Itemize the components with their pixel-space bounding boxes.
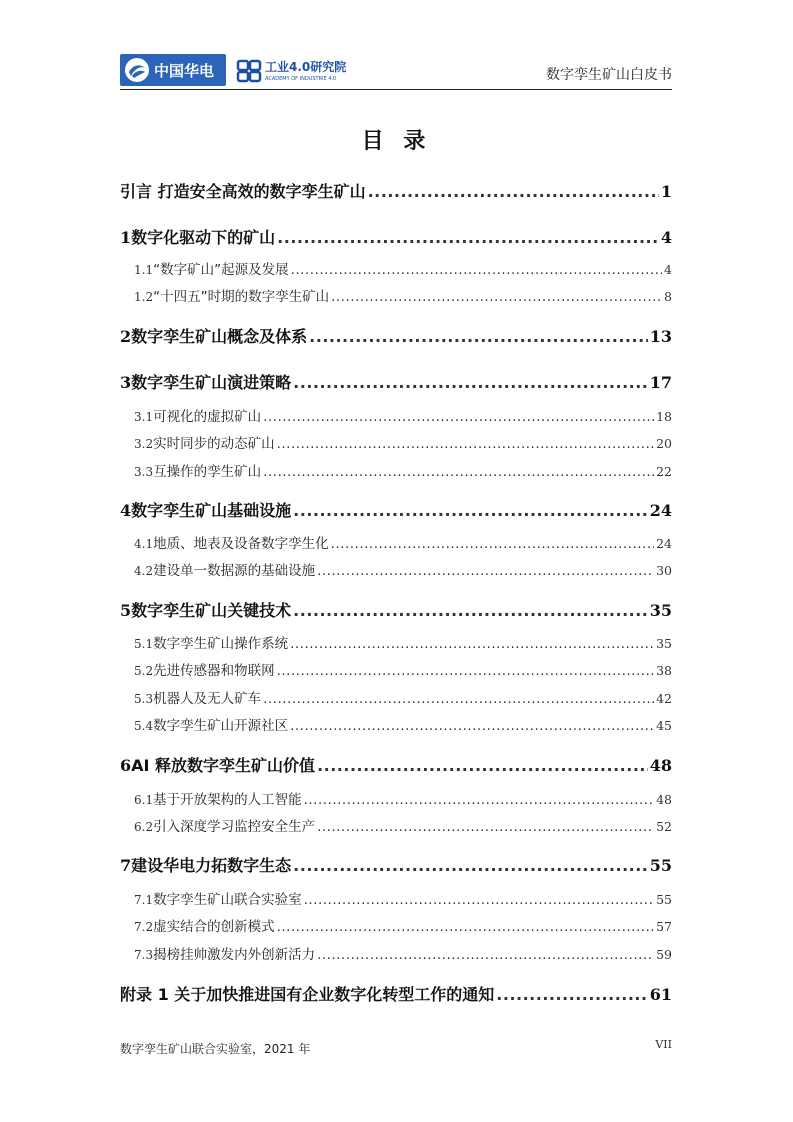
toc-leader-dots — [304, 788, 655, 812]
footer-credit: 数字孪生矿山联合实验室，2021 年 — [120, 1042, 311, 1056]
toc-leader-dots — [290, 714, 654, 738]
toc-leader-dots — [496, 981, 647, 1009]
toc-entry-number: 4.2 — [134, 564, 154, 578]
toc-leader-dots — [291, 258, 662, 282]
toc-entry-label: 机器人及无人矿车 — [153, 691, 262, 707]
toc-entry-number: 1.1 — [134, 263, 154, 277]
toc-entry-section-5-3[interactable] — [120, 687, 672, 711]
toc-leader-dots — [293, 497, 648, 525]
huadian-logo-icon — [123, 56, 151, 84]
toc-entry-label: 实时同步的动态矿山 — [153, 436, 275, 452]
toc-entry-number: 5 — [120, 601, 132, 620]
toc-entry-page: 57 — [656, 919, 672, 934]
toc-leader-dots — [290, 632, 654, 656]
toc-entry-number: 6.1 — [134, 793, 154, 807]
toc-entry-label: 数字孪生矿山联合实验室 — [153, 892, 302, 908]
toc-leader-dots — [277, 432, 655, 456]
toc-entry-label: 数字孪生矿山基础设施 — [131, 501, 292, 520]
toc-entry-page: 13 — [649, 327, 672, 346]
toc-entry-section-7-2[interactable] — [120, 915, 672, 939]
toc-entry-label: 附录 1 关于加快推进国有企业数字化转型工作的通知 — [120, 985, 495, 1004]
toc-leader-dots — [331, 285, 662, 309]
toc-entry-intro[interactable] — [120, 178, 672, 206]
toc-entry-number: 4 — [120, 501, 132, 520]
toc-entry-page: 30 — [656, 563, 672, 578]
toc-entry-label: 互操作的孪生矿山 — [153, 464, 262, 480]
toc-entry-number: 7 — [120, 856, 132, 875]
academy-logo — [236, 56, 346, 86]
toc-entry-number: 5.4 — [134, 719, 154, 733]
document-title: 数字孪生矿山白皮书 — [546, 67, 672, 83]
toc-entry-page: 24 — [656, 536, 672, 551]
toc-entry-section-5-2[interactable] — [120, 659, 672, 683]
toc-leader-dots — [293, 597, 648, 625]
toc-entry-section-4-1[interactable] — [120, 532, 672, 556]
toc-entry-page: 59 — [656, 947, 672, 962]
toc-entry-number: 1.2 — [134, 290, 154, 304]
page-header — [120, 52, 672, 90]
toc-entry-chapter-1[interactable] — [120, 224, 672, 252]
header-rule — [120, 89, 672, 90]
toc-entry-chapter-3[interactable] — [120, 369, 672, 397]
toc-entry-section-6-1[interactable] — [120, 788, 672, 812]
toc-entry-section-1-1[interactable] — [120, 258, 672, 282]
toc-entry-label: 建设单一数据源的基础设施 — [153, 563, 316, 579]
toc-entry-number: 5.2 — [134, 664, 154, 678]
toc-entry-number: 6.2 — [134, 820, 154, 834]
toc-entry-page: 4 — [664, 262, 672, 277]
toc-entry-label: 数字化驱动下的矿山 — [131, 228, 276, 247]
toc-entry-number: 3.2 — [134, 437, 154, 451]
toc-entry-page: 35 — [656, 636, 672, 651]
toc-entry-number: 3.3 — [134, 465, 154, 479]
toc-entry-label: 数字孪生矿山演进策略 — [131, 373, 292, 392]
toc-entry-section-3-1[interactable] — [120, 405, 672, 429]
toc-entry-page: 48 — [656, 792, 672, 807]
toc-entry-section-3-3[interactable] — [120, 460, 672, 484]
toc-entry-label: 地质、地表及设备数字孪生化 — [153, 536, 329, 552]
toc-entry-chapter-7[interactable] — [120, 852, 672, 880]
toc-entry-chapter-4[interactable] — [120, 497, 672, 525]
toc-entry-section-3-2[interactable] — [120, 432, 672, 456]
toc-entry-number: 7.2 — [134, 920, 154, 934]
toc-entry-label: 数字孪生矿山概念及体系 — [131, 327, 308, 346]
toc-entry-page: 24 — [649, 501, 672, 520]
toc-entry-page: 8 — [664, 289, 672, 304]
toc-entry-label: AI 释放数字孪生矿山价值 — [131, 756, 316, 775]
toc-leader-dots — [317, 815, 654, 839]
toc-leader-dots — [293, 369, 648, 397]
toc-entry-number: 3.1 — [134, 410, 154, 424]
toc-entry-label: “十四五”时期的数字孪生矿山 — [153, 289, 330, 305]
toc-leader-dots — [263, 405, 654, 429]
toc-entry-page: 18 — [656, 409, 672, 424]
toc-entry-page: 55 — [649, 856, 672, 875]
toc-entry-number: 5.1 — [134, 637, 154, 651]
toc-leader-dots — [277, 224, 659, 252]
toc-entry-section-1-2[interactable] — [120, 285, 672, 309]
toc-entry-number: 7.3 — [134, 948, 154, 962]
toc-entry-page: 38 — [656, 663, 672, 678]
toc-entry-number: 2 — [120, 327, 132, 346]
toc-leader-dots — [293, 852, 648, 880]
toc-entry-page: 48 — [649, 756, 672, 775]
toc-entry-label: 揭榜挂帅激发内外创新活力 — [153, 947, 316, 963]
toc-entry-label: 数字孪生矿山开源社区 — [153, 718, 289, 734]
toc-entry-label: 数字孪生矿山关键技术 — [131, 601, 292, 620]
toc-entry-section-7-3[interactable] — [120, 943, 672, 967]
toc-entry-number: 4.1 — [134, 537, 154, 551]
huadian-logo-text: 中国华电 — [154, 61, 215, 80]
toc-entry-page: 35 — [649, 601, 672, 620]
toc-entry-section-7-1[interactable] — [120, 888, 672, 912]
toc-entry-number: 6 — [120, 756, 132, 775]
toc-entry-label: 基于开放架构的人工智能 — [153, 792, 302, 808]
toc-entry-page: 45 — [656, 718, 672, 733]
toc-entry-label: 建设华电力拓数字生态 — [131, 856, 292, 875]
toc-entry-page: 17 — [649, 373, 672, 392]
toc-entry-label: 先进传感器和物联网 — [153, 663, 275, 679]
toc-entry-page: 55 — [656, 892, 672, 907]
toc-entry-label: 可视化的虚拟矿山 — [153, 409, 262, 425]
toc-entry-number: 1 — [120, 228, 132, 247]
toc-leader-dots — [331, 532, 655, 556]
toc-heading: 目 录 — [361, 129, 432, 154]
toc-leader-dots — [368, 178, 659, 206]
toc-leader-dots — [309, 323, 648, 351]
toc-leader-dots — [263, 687, 654, 711]
toc-entry-page: 1 — [660, 182, 672, 201]
toc-entry-appendix-1[interactable] — [120, 981, 672, 1009]
toc-entry-chapter-2[interactable] — [120, 323, 672, 351]
toc-entry-section-6-2[interactable] — [120, 815, 672, 839]
toc-entry-label: 引言 打造安全高效的数字孪生矿山 — [120, 182, 366, 201]
toc-entry-page: 52 — [656, 819, 672, 834]
toc-entry-page: 20 — [656, 436, 672, 451]
toc-entry-page: 4 — [660, 228, 672, 247]
toc-entry-page: 61 — [649, 985, 672, 1004]
toc-leader-dots — [317, 752, 648, 780]
toc-leader-dots — [317, 559, 654, 583]
toc-entry-section-5-1[interactable] — [120, 632, 672, 656]
toc-entry-label: 引入深度学习监控安全生产 — [153, 819, 316, 835]
toc-entry-section-4-2[interactable] — [120, 559, 672, 583]
huadian-logo — [120, 54, 226, 86]
toc-entry-label: 虚实结合的创新模式 — [153, 919, 275, 935]
toc-leader-dots — [263, 460, 654, 484]
toc-entry-number: 7.1 — [134, 893, 154, 907]
toc-entry-chapter-5[interactable] — [120, 597, 672, 625]
toc-entry-chapter-6[interactable] — [120, 752, 672, 780]
toc-entry-number: 3 — [120, 373, 132, 392]
toc-entry-page: 42 — [656, 691, 672, 706]
toc-entry-section-5-4[interactable] — [120, 714, 672, 738]
academy-logo-text: 工业4.0研究院 — [265, 59, 347, 74]
toc-entry-label: 数字孪生矿山操作系统 — [153, 636, 289, 652]
toc-entry-number: 5.3 — [134, 692, 154, 706]
academy-logo-icon — [236, 58, 262, 84]
toc-leader-dots — [304, 888, 655, 912]
toc-entry-label: “数字矿山”起源及发展 — [153, 262, 289, 278]
toc-leader-dots — [277, 659, 655, 683]
toc-leader-dots — [277, 915, 655, 939]
page-number: VII — [655, 1038, 672, 1051]
toc-leader-dots — [317, 943, 654, 967]
toc-entry-page: 22 — [656, 464, 672, 479]
academy-logo-subtext: ACADEMY OF INDUSTRIE 4.0 — [265, 75, 337, 82]
